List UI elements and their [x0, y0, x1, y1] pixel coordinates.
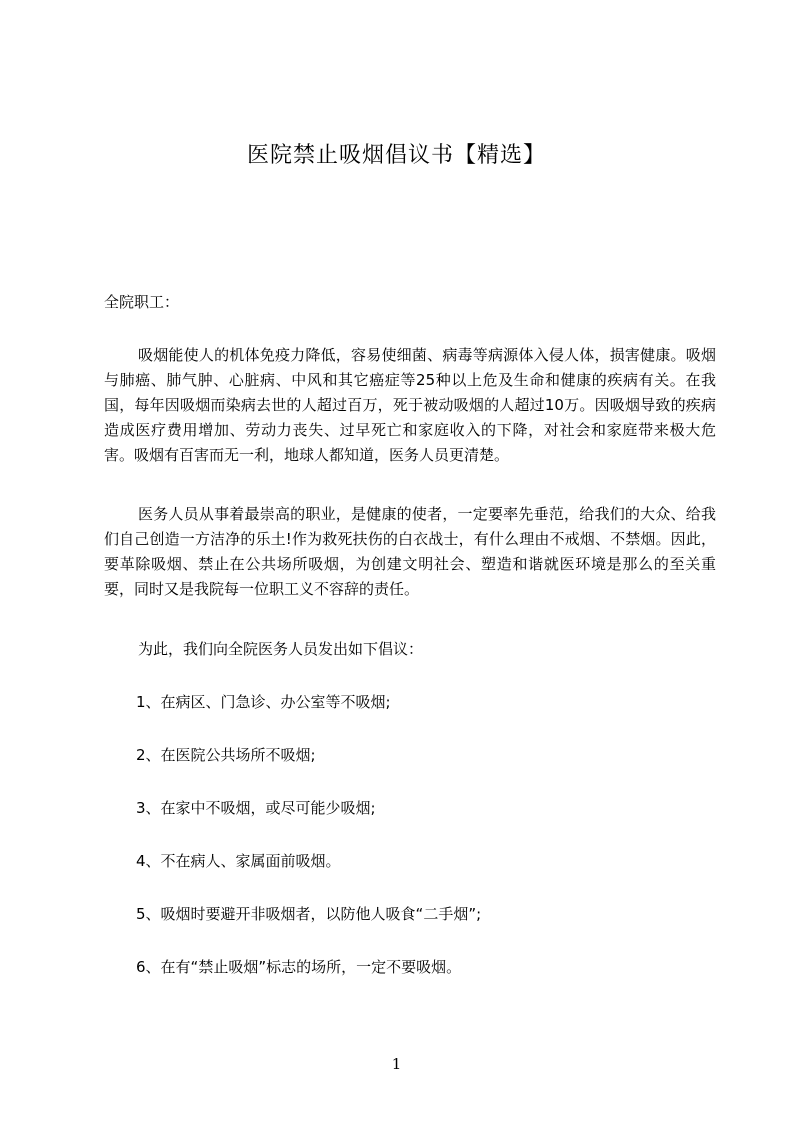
proposal-item-1: 1、在病区、门急诊、办公室等不吸烟;	[136, 693, 391, 711]
proposal-item-2: 2、在医院公共场所不吸烟;	[136, 746, 316, 764]
paragraph-2: 医务人员从事着最崇高的职业，是健康的使者，一定要率先垂范，给我们的大众、给我们自己创造一方洁净的乐土!作为救死扶伤的白衣战士，有什么理由不戒烟、不禁烟。因此，要革除吸烟、禁止在公共场所吸烟，为创建文明社会、塑造和谐就医环境是那么的至关重要，同时又是我院每一位职工义不容辞的责任。	[104, 505, 716, 598]
proposal-item-3: 3、在家中不吸烟，或尽可能少吸烟;	[136, 799, 376, 817]
salutation: 全院职工：	[104, 293, 180, 311]
proposal-intro: 为此，我们向全院医务人员发出如下倡议：	[138, 640, 424, 658]
paragraph-1: 吸烟能使人的机体免疫力降低，容易使细菌、病毒等病源体入侵人体，损害健康。吸烟与肺癌、肺气肿、心脏病、中风和其它癌症等25种以上危及生命和健康的疾病有关。在我国，每年因吸烟而染病去世的人超过百万，死于被动吸烟的人超过10万。因吸烟导致的疾病造成医疗费用增加、劳动力丧失、过早死亡和家庭收入的下降，对社会和家庭带来极大危害。吸烟有百害而无一利，地球人都知道，医务人员更清楚。	[104, 346, 716, 464]
proposal-item-5: 5、吸烟时要避开非吸烟者，以防他人吸食“二手烟”;	[136, 905, 482, 923]
proposal-item-6: 6、在有“禁止吸烟”标志的场所，一定不要吸烟。	[136, 958, 462, 976]
proposal-item-4: 4、不在病人、家属面前吸烟。	[136, 852, 341, 870]
document-title: 医院禁止吸烟倡议书【精选】	[246, 143, 546, 168]
page-number: 1	[391, 1055, 402, 1073]
